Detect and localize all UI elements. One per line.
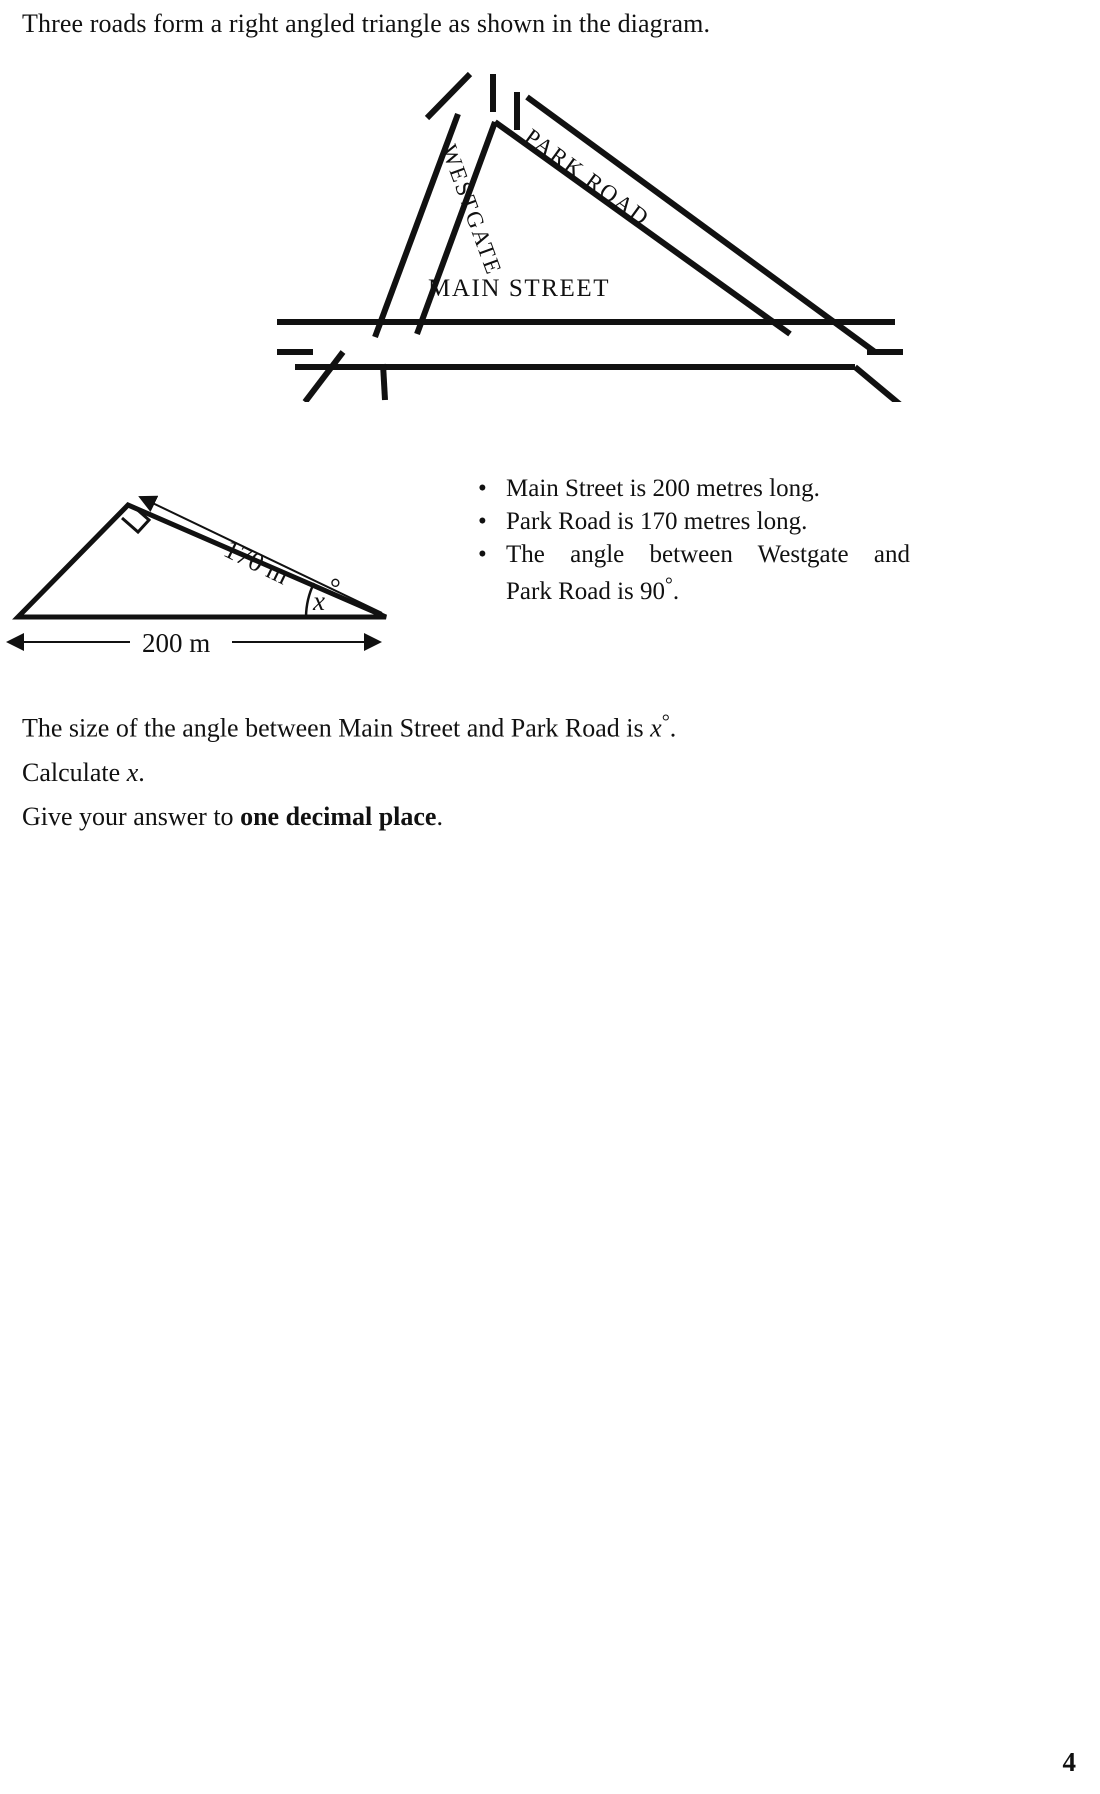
park-road-label: PARK ROAD bbox=[520, 123, 655, 232]
question-line-1-text: The size of the angle between Main Street and Park Road is bbox=[22, 713, 651, 743]
fact-text: Park Road is 170 metres long. bbox=[506, 508, 808, 535]
hypotenuse-length-label: 170 m bbox=[219, 533, 294, 591]
base-length-label: 200 m bbox=[142, 628, 211, 655]
question-line-1 bbox=[22, 700, 1042, 751]
westgate-label: WESTGATE bbox=[436, 141, 507, 279]
answer-instruction-text: Give your answer to bbox=[22, 801, 241, 831]
question-period: . bbox=[436, 801, 443, 831]
bullet-icon: • bbox=[478, 541, 487, 568]
westgate-top-stub-left bbox=[427, 74, 470, 118]
question-line-3 bbox=[22, 795, 1042, 839]
calculate-text: Calculate bbox=[22, 757, 127, 787]
main-street-bottom-right-extension bbox=[855, 367, 903, 402]
lower-left-stub-b bbox=[305, 352, 343, 402]
angle-variable-label: x bbox=[313, 586, 325, 616]
lower-left-stub-c bbox=[383, 364, 385, 400]
triangle-svg bbox=[0, 405, 440, 655]
fact-text-line2 bbox=[506, 570, 910, 607]
degree-symbol: ° bbox=[661, 711, 670, 733]
answer-precision-emphasis: one decimal place bbox=[240, 801, 437, 831]
triangle-diagram bbox=[0, 405, 440, 655]
main-street-label: MAIN STREET bbox=[428, 275, 611, 302]
degree-symbol: ° bbox=[665, 575, 673, 596]
question-period: . bbox=[669, 713, 677, 743]
road-map-svg bbox=[255, 52, 915, 402]
intro-paragraph bbox=[22, 8, 1042, 40]
question-block bbox=[22, 700, 1042, 839]
intro-text: Three roads form a right angled triangle as shown in the diagram. bbox=[22, 9, 711, 38]
question-variable: x bbox=[650, 713, 662, 743]
park-road-edge-lower bbox=[527, 97, 875, 352]
bullet-icon: • bbox=[478, 508, 487, 535]
angle-degree-symbol: ° bbox=[330, 573, 341, 603]
question-line-2 bbox=[22, 751, 1042, 795]
fact-text-line1: The angle between Westgate and bbox=[506, 541, 910, 568]
list-item bbox=[470, 539, 910, 607]
page-number: 4 bbox=[1062, 1747, 1076, 1777]
bullet-icon: • bbox=[478, 475, 487, 502]
fact-angle-value: Park Road is 90 bbox=[506, 578, 666, 606]
question-variable: x bbox=[126, 757, 139, 787]
list-item bbox=[470, 506, 910, 537]
fact-period: . bbox=[672, 578, 680, 606]
fact-text: Main Street is 200 metres long. bbox=[506, 475, 820, 502]
facts-list bbox=[470, 473, 910, 609]
list-item bbox=[470, 473, 910, 504]
question-period: . bbox=[138, 757, 145, 787]
road-map-diagram bbox=[255, 52, 915, 402]
